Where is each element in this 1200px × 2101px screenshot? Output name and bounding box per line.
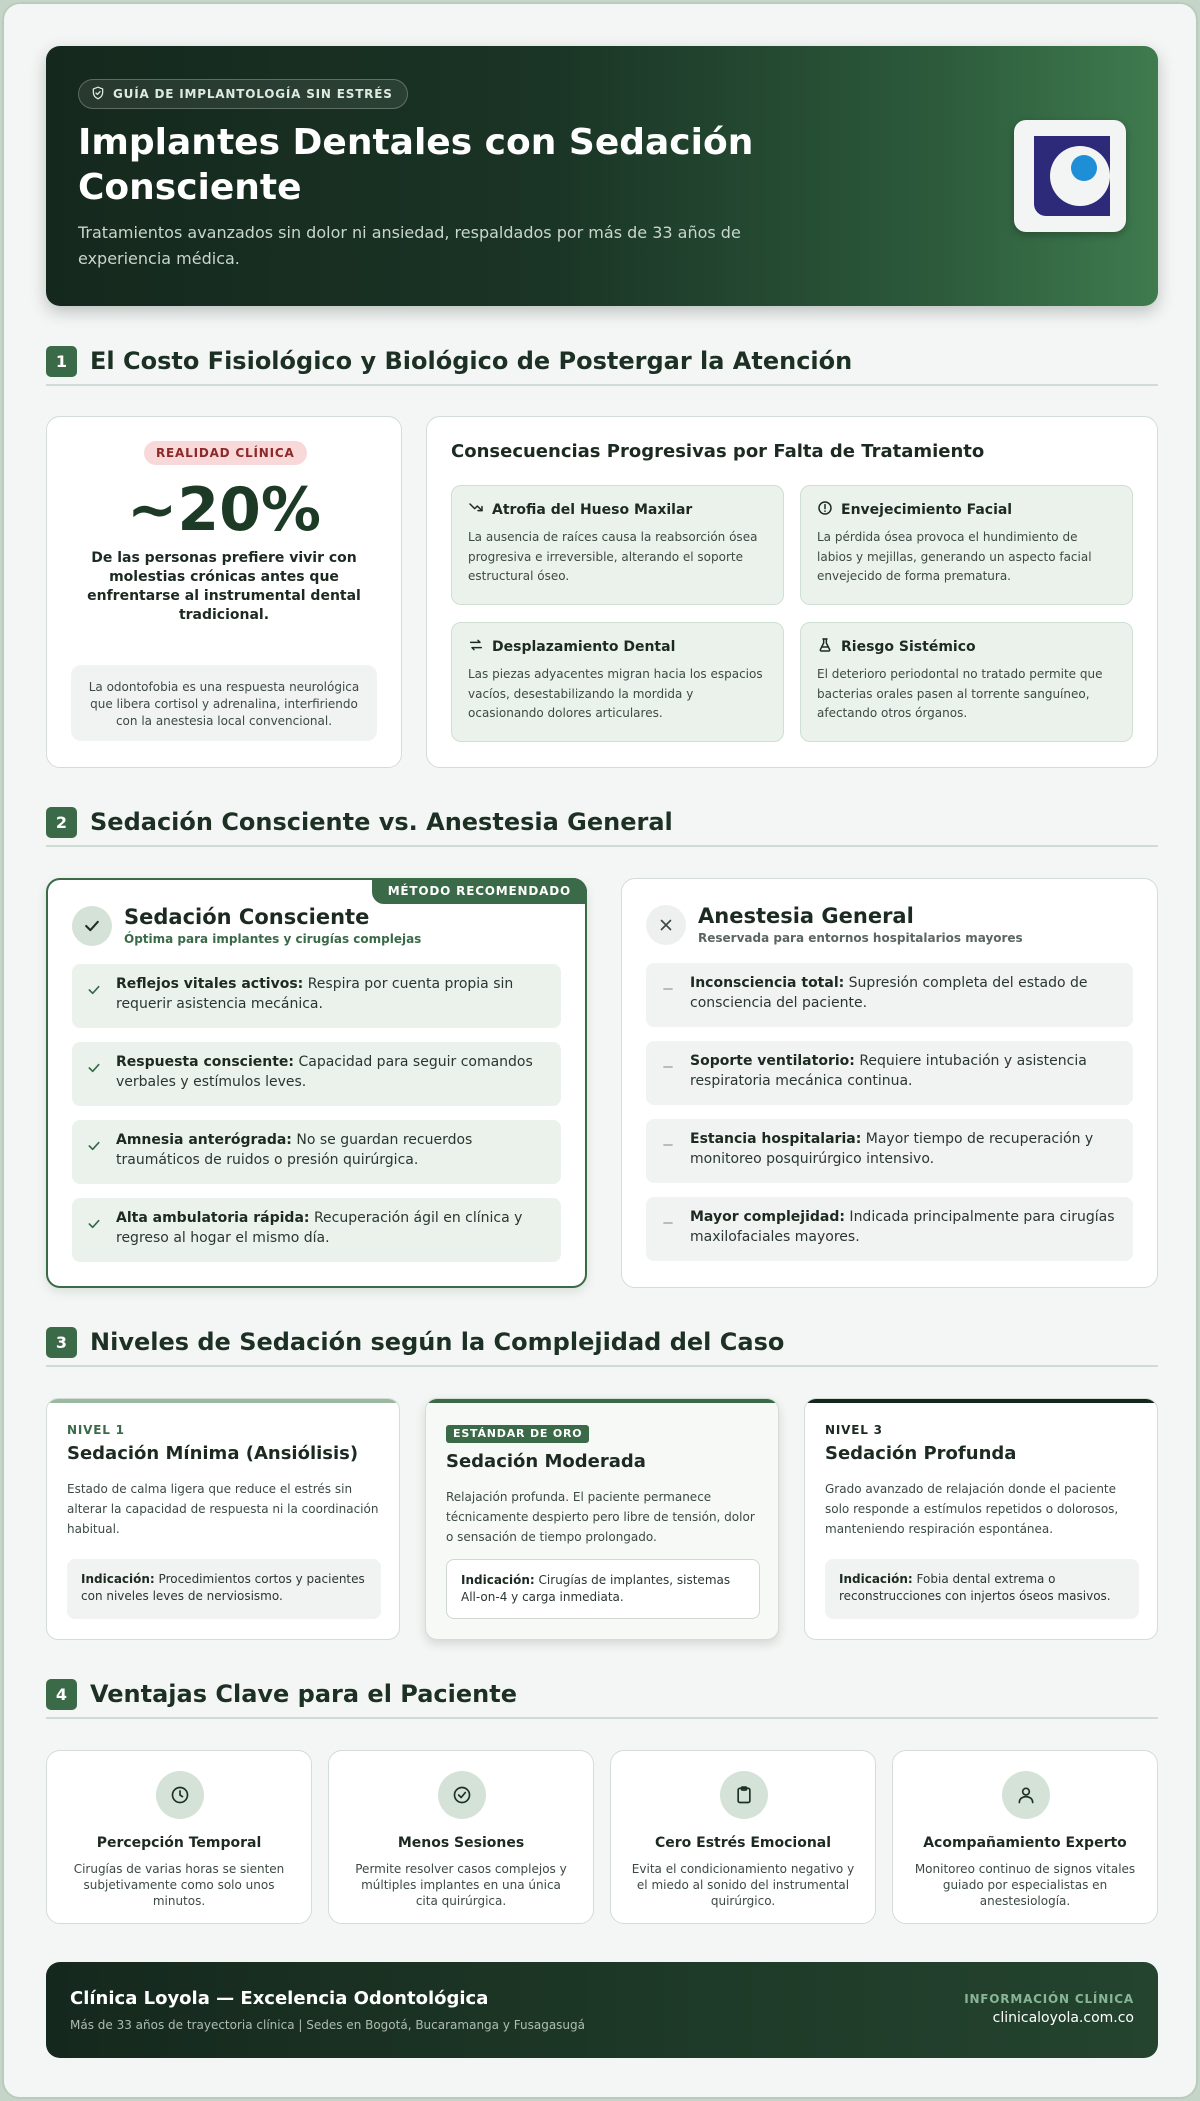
feature-text: Mayor tiempo de recuperación y monitoreo posquirúrgico intensivo.	[690, 1131, 1094, 1167]
close-icon	[646, 905, 686, 945]
indication-label: Indicación:	[839, 1572, 913, 1586]
advantage-text: Permite resolver casos complejos y múltiples implantes en una única cita quirúrgica.	[355, 1862, 567, 1908]
consequence-text: La ausencia de raíces causa la reabsorción ósea progresiva e irreversible, alterando el soporte estructural óseo.	[468, 530, 758, 583]
advantage-card	[610, 1750, 876, 1924]
feature-item	[646, 1041, 1133, 1105]
dash-icon	[660, 981, 676, 997]
feature-label: Respuesta consciente:	[116, 1054, 295, 1070]
section-4-header	[46, 1679, 1158, 1719]
feature-text: Respira por cuenta propia sin requerir asistencia mecánica.	[116, 976, 514, 1012]
advantage-text: Monitoreo continuo de signos vitales guiado por especialistas en anestesiología.	[914, 1862, 1136, 1908]
consequence-text: El deterioro periodontal no tratado permite que bacterias orales pasen al torrente sanguíneo, afectando otros órganos.	[817, 667, 1103, 720]
feature-text: Indicada principalmente para cirugías maxilofaciales mayores.	[690, 1209, 1115, 1245]
consequences-card	[426, 416, 1158, 768]
section-number: 2	[46, 807, 77, 838]
consequence-item	[800, 485, 1133, 605]
page-subtitle: Tratamientos avanzados sin dolor ni ansiedad, respaldados por más de 33 años de experiencia médica.	[78, 223, 741, 268]
stat-badge: REALIDAD CLÍNICA	[144, 441, 307, 465]
feature-label: Inconsciencia total:	[690, 975, 845, 991]
consequence-title: Atrofia del Hueso Maxilar	[492, 502, 693, 518]
advantage-text: Cirugías de varias horas se sienten subjetivamente como solo unos minutos.	[73, 1862, 285, 1908]
feature-label: Amnesia anterógrada:	[116, 1132, 292, 1148]
feature-item	[72, 1120, 561, 1184]
indication-text: Fobia dental extrema o reconstrucciones con injertos óseos masivos.	[839, 1572, 1111, 1603]
card-title: Anestesia General	[698, 904, 914, 928]
section-number: 1	[46, 346, 77, 377]
general-anesthesia-card	[621, 878, 1158, 1288]
check-circle-icon	[438, 1771, 486, 1819]
level-kicker: NIVEL 3	[825, 1423, 883, 1437]
consequence-item	[451, 485, 784, 605]
stat-description: De las personas prefiere vivir con molestias crónicas antes que enfrentarse al instrumental dental tradicional.	[87, 550, 361, 623]
comparison-area	[46, 878, 1158, 1288]
page-title: Implantes Dentales con Sedación Consciente	[78, 122, 754, 208]
feature-text: Requiere intubación y asistencia respiratoria mecánica continua.	[690, 1053, 1087, 1089]
level-description: Grado avanzado de relajación donde el paciente solo responde a estímulos repetidos o dolorosos, manteniendo respiración espontánea.	[825, 1482, 1119, 1536]
footer-subtitle: Más de 33 años de trayectoria clínica | Sedes en Bogotá, Bucaramanga y Fusagasugá	[70, 2018, 586, 2032]
section-title: Sedación Consciente vs. Anestesia General	[90, 808, 673, 836]
trending-down-icon	[468, 500, 484, 520]
level-accent-bar	[426, 1399, 778, 1403]
feature-item	[72, 1042, 561, 1106]
feature-label: Estancia hospitalaria:	[690, 1131, 862, 1147]
hero-banner	[46, 46, 1158, 306]
advantage-title: Percepción Temporal	[96, 1835, 262, 1851]
shield-check-icon	[91, 86, 105, 103]
section-number: 4	[46, 1679, 77, 1710]
conscious-sedation-card	[46, 878, 587, 1288]
check-icon	[86, 982, 102, 998]
advantage-card	[328, 1750, 594, 1924]
footer-label: INFORMACIÓN CLÍNICA	[964, 1992, 1134, 2006]
feature-label: Reflejos vitales activos:	[116, 976, 304, 992]
recommended-badge: MÉTODO RECOMENDADO	[372, 878, 587, 904]
indication-label: Indicación:	[461, 1573, 535, 1587]
advantage-title: Acompañamiento Experto	[923, 1835, 1127, 1851]
levels-area	[46, 1398, 1158, 1648]
advantages-area	[46, 1750, 1158, 1926]
feature-text: Recuperación ágil en clínica y regreso al hogar el mismo día.	[116, 1210, 523, 1246]
footer	[46, 1962, 1158, 2058]
hero-badge	[78, 79, 408, 109]
level-title: Sedación Profunda	[825, 1443, 1017, 1464]
consequence-title: Desplazamiento Dental	[492, 639, 676, 655]
feature-item	[72, 1198, 561, 1262]
consequences-title: Consecuencias Progresivas por Falta de Tratamiento	[451, 441, 985, 462]
feature-text: Supresión completa del estado de consciencia del paciente.	[690, 975, 1088, 1011]
feature-item	[646, 1119, 1133, 1183]
feature-text: No se guardan recuerdos traumáticos de ruidos o presión quirúrgica.	[116, 1132, 473, 1168]
feature-label: Mayor complejidad:	[690, 1209, 845, 1225]
indication-text: Cirugías de implantes, sistemas All-on-4 y carga inmediata.	[461, 1573, 731, 1604]
indication-label: Indicación:	[81, 1572, 155, 1586]
level-description: Relajación profunda. El paciente permanece técnicamente despierto pero libre de tensión, dolor o sensación de tiempo prolongado.	[446, 1490, 755, 1544]
section-number: 3	[46, 1327, 77, 1358]
level-indication	[446, 1559, 760, 1619]
consequence-text: Las piezas adyacentes migran hacia los espacios vacíos, desestabilizando la mordida y ocasionando dolores articulares.	[468, 667, 763, 720]
check-icon	[86, 1138, 102, 1154]
indication-text: Procedimientos cortos y pacientes con niveles leves de nerviosismo.	[81, 1572, 365, 1603]
consequence-text: La pérdida ósea provoca el hundimiento de labios y mejillas, generando un aspecto facial envejecido de forma prematura.	[817, 530, 1092, 583]
advantage-text: Evita el condicionamiento negativo y el miedo al sonido del instrumental quirúrgico.	[631, 1862, 855, 1908]
consequence-item	[451, 622, 784, 742]
feature-item	[72, 964, 561, 1028]
check-icon	[72, 906, 112, 946]
user-icon	[1002, 1771, 1050, 1819]
footer-title: Clínica Loyola — Excelencia Odontológica	[70, 1988, 489, 2009]
section-title: Niveles de Sedación según la Complejidad del Caso	[90, 1328, 785, 1356]
feature-item	[646, 963, 1133, 1027]
advantage-card	[892, 1750, 1158, 1924]
section-title: El Costo Fisiológico y Biológico de Postergar la Atención	[90, 347, 853, 375]
footer-website-link[interactable]: clinicaloyola.com.co	[992, 2010, 1134, 2026]
consequence-title: Envejecimiento Facial	[841, 502, 1013, 518]
section-3-header	[46, 1327, 1158, 1367]
section-title: Ventajas Clave para el Paciente	[90, 1680, 517, 1708]
level-accent-bar	[47, 1399, 399, 1403]
card-title: Sedación Consciente	[124, 905, 370, 929]
advantage-card	[46, 1750, 312, 1924]
clinic-logo	[1014, 120, 1126, 232]
level-card-featured	[425, 1398, 779, 1640]
feature-text: Capacidad para seguir comandos verbales y estímulos leves.	[116, 1054, 533, 1090]
page	[2, 2, 1198, 2099]
card-subtitle: Reservada para entornos hospitalarios mayores	[698, 931, 1023, 945]
level-description: Estado de calma ligera que reduce el estrés sin alterar la capacidad de respuesta ni la coordinación habitual.	[67, 1482, 379, 1536]
flask-icon	[817, 637, 833, 657]
clipboard-icon	[720, 1771, 768, 1819]
consequence-title: Riesgo Sistémico	[841, 639, 976, 655]
alert-circle-icon	[817, 500, 833, 520]
gold-standard-badge: ESTÁNDAR DE ORO	[446, 1425, 589, 1443]
level-indication	[67, 1559, 381, 1619]
hero-badge-label: GUÍA DE IMPLANTOLOGÍA SIN ESTRÉS	[113, 87, 393, 101]
dash-icon	[660, 1215, 676, 1231]
level-title: Sedación Moderada	[446, 1451, 646, 1472]
level-accent-bar	[805, 1399, 1157, 1403]
consequence-item	[800, 622, 1133, 742]
card-subtitle: Óptima para implantes y cirugías complejas	[124, 932, 422, 946]
check-icon	[86, 1060, 102, 1076]
feature-label: Soporte ventilatorio:	[690, 1053, 855, 1069]
level-indication	[825, 1559, 1139, 1619]
check-icon	[86, 1216, 102, 1232]
level-title: Sedación Mínima (Ansiólisis)	[67, 1443, 359, 1464]
level-card	[46, 1398, 400, 1640]
stat-card	[46, 416, 402, 768]
clock-icon	[156, 1771, 204, 1819]
stat-note: La odontofobia es una respuesta neurológica que libera cortisol y adrenalina, interfiriendo con la anestesia local convencional.	[71, 665, 377, 741]
arrows-swap-icon	[468, 637, 484, 657]
section-2-header	[46, 807, 1158, 847]
dash-icon	[660, 1137, 676, 1153]
advantage-title: Cero Estrés Emocional	[654, 1835, 832, 1851]
stat-value: ~20%	[127, 475, 321, 545]
dash-icon	[660, 1059, 676, 1075]
level-kicker: NIVEL 1	[67, 1423, 125, 1437]
level-card	[804, 1398, 1158, 1640]
feature-item	[646, 1197, 1133, 1261]
advantage-title: Menos Sesiones	[397, 1835, 525, 1851]
section-1-header	[46, 346, 1158, 386]
feature-label: Alta ambulatoria rápida:	[116, 1210, 310, 1226]
